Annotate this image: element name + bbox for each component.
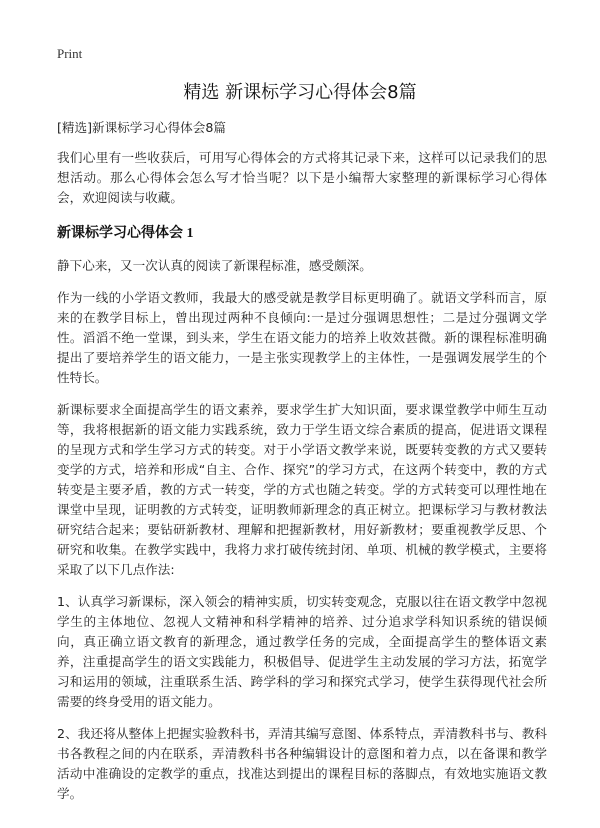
article-body xyxy=(57,118,547,816)
article-subtitle: [精选]新课标学习心得体会8篇 xyxy=(57,120,226,135)
paragraph-1: 静下心来，又一次认真的阅读了新课程标准，感受颇深。 xyxy=(57,258,372,273)
paragraph-4: 1、认真学习新课标，深入领会的精神实质，切实转变观念，克服以往在语文教学中忽视学生的主体地位、忽视人文精神和科学精神的培养、过分追求学科知识系统的错误倾向，真正确立语文教育的新理念，通过教学任务的完成，全面提高学生的整体语文素养，注重提高学生的语文实践能力，积极倡导、促进学生主动发展的学习方法，拓宽学习和运用的领域，注重联系生活、跨学科的学习和探究式学习，使学生获得现代社会所需要的终身受用的语文能力。 xyxy=(57,594,547,709)
section-heading: 新课标学习心得体会 1 xyxy=(57,226,194,241)
paragraph-5: 2、我还将从整体上把握实验教科书，弄清其编写意图、体系特点，弄清教科书与、教科书各教程之间的内在联系，弄清教科书各种编辑设计的意图和着力点，以在备课和教学活动中准确设的定教学的重点，找准达到提出的课程目标的落脚点，有效地实施语文教学。 xyxy=(57,726,547,801)
page-title: 精选 新课标学习心得体会8篇 xyxy=(183,82,417,103)
print-link[interactable]: Print xyxy=(57,46,83,61)
paragraph-2: 作为一线的小学语文教师，我最大的感受就是教学目标更明确了。就语文学科而言，原来的在教学目标上，曾出现过两种不良倾向:一是过分强调思想性；二是过分强调文学性。滔滔不绝一堂课，到头来，学生在语文能力的培养上收效甚微。新的课程标准明确提出了要培养学生的语文能力，一是主张实现教学上的主体性，一是强调发展学生的个性特长。 xyxy=(57,290,547,385)
intro-paragraph: 我们心里有一些收获后，可用写心得体会的方式将其记录下来，这样可以记录我们的思想活动。那么心得体会怎么写才恰当呢？以下是小编帮大家整理的新课标学习心得体会，欢迎阅读与收藏。 xyxy=(57,150,547,205)
paragraph-3: 新课标要求全面提高学生的语文素养，要求学生扩大知识面，要求课堂教学中师生互动等，我将根据新的语文能力实践系统，致力于学生语文综合素质的提高，促进语文课程的呈现方式和学生学习方式的转变。对于小学语文教学来说，既要转变教的方式又要转变学的方式，培养和形成“自主、合作、探究”的学习方式，在这两个转变中，教的方式转变是主要矛盾，教的方式一转变，学的方式也随之转变。学的方式转变可以理性地在课堂中呈现，证明教的方式转变，证明教师新理念的真正树立。把课标学习与教材教法研究结合起来；要钻研新教材、理解和把握新教材，用好新教材；要重视教学反思、个研究和收集。在教学实践中，我将力求打破传统封闭、单项、机械的教学模式，主要将采取了以下几点作法: xyxy=(57,402,547,577)
